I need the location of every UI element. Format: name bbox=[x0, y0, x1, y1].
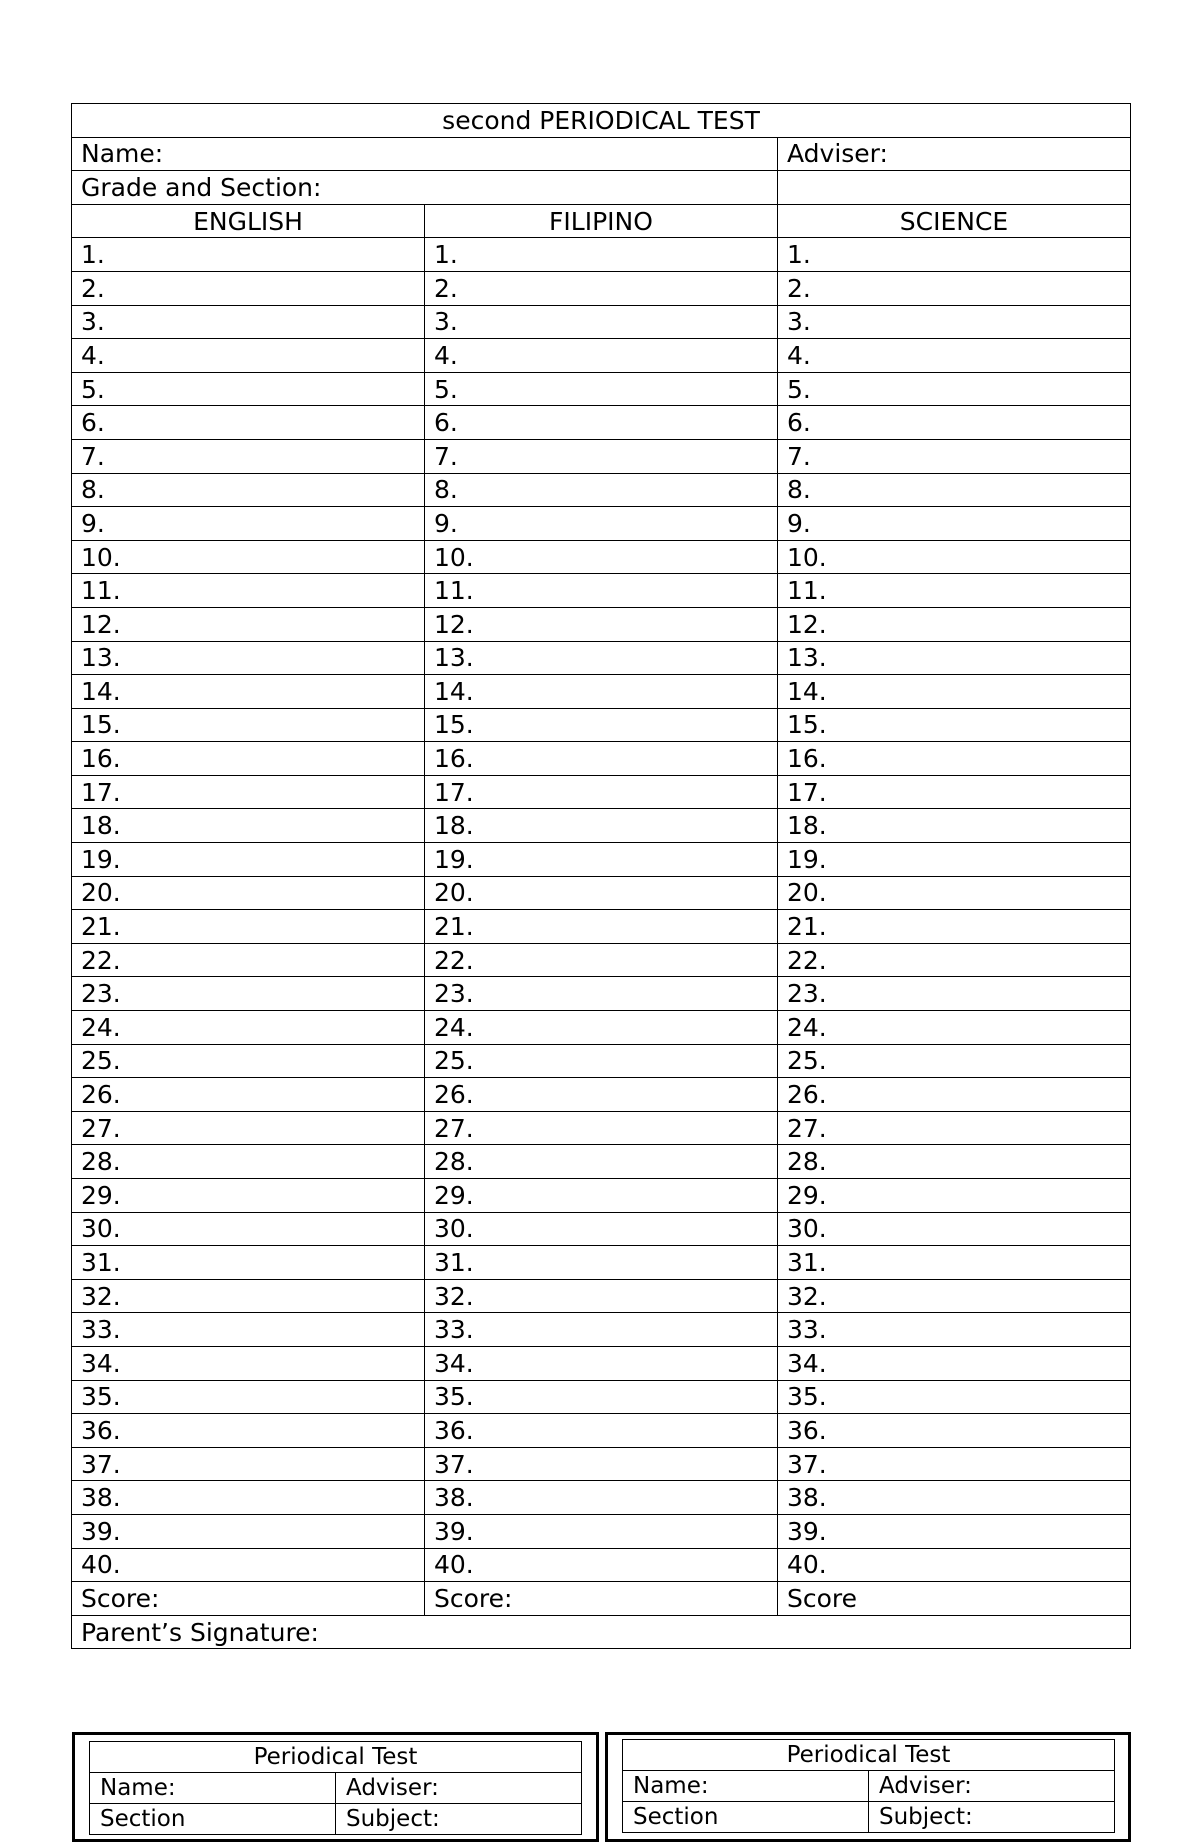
answer-cell-english[interactable]: 31. bbox=[72, 1246, 425, 1280]
slip-title: Periodical Test bbox=[623, 1740, 1115, 1771]
answer-cell-english[interactable]: 6. bbox=[72, 406, 425, 440]
answer-cell-english[interactable]: 10. bbox=[72, 540, 425, 574]
answer-cell-science[interactable]: 14. bbox=[778, 675, 1131, 709]
slip-subject-field[interactable]: Subject: bbox=[869, 1802, 1115, 1833]
answer-cell-filipino[interactable]: 33. bbox=[425, 1313, 778, 1347]
answer-cell-science[interactable]: 34. bbox=[778, 1346, 1131, 1380]
answer-cell-filipino[interactable]: 31. bbox=[425, 1246, 778, 1280]
answer-cell-english[interactable]: 29. bbox=[72, 1179, 425, 1213]
answer-cell-science[interactable]: 26. bbox=[778, 1078, 1131, 1112]
answer-cell-filipino[interactable]: 5. bbox=[425, 372, 778, 406]
answer-cell-english[interactable]: 1. bbox=[72, 238, 425, 272]
answer-cell-english[interactable]: 34. bbox=[72, 1346, 425, 1380]
answer-cell-science[interactable]: 39. bbox=[778, 1514, 1131, 1548]
slip-name-field[interactable]: Name: bbox=[90, 1773, 336, 1804]
answer-cell-science[interactable]: 29. bbox=[778, 1179, 1131, 1213]
answer-cell-english[interactable]: 23. bbox=[72, 977, 425, 1011]
answer-cell-filipino[interactable]: 19. bbox=[425, 843, 778, 877]
answer-row bbox=[72, 843, 1131, 877]
slip-adviser-field[interactable]: Adviser: bbox=[869, 1771, 1115, 1802]
answer-cell-english[interactable]: 12. bbox=[72, 607, 425, 641]
answer-cell-english[interactable]: 32. bbox=[72, 1279, 425, 1313]
answer-cell-science[interactable]: 1. bbox=[778, 238, 1131, 272]
answer-cell-filipino[interactable]: 40. bbox=[425, 1548, 778, 1582]
answer-cell-english[interactable]: 36. bbox=[72, 1414, 425, 1448]
answer-cell-science[interactable]: 21. bbox=[778, 910, 1131, 944]
grade-section-row bbox=[72, 171, 1131, 205]
answer-cell-science[interactable]: 37. bbox=[778, 1447, 1131, 1481]
answer-cell-science[interactable]: 32. bbox=[778, 1279, 1131, 1313]
answer-cell-english[interactable]: 21. bbox=[72, 910, 425, 944]
answer-cell-science[interactable]: 4. bbox=[778, 339, 1131, 373]
answer-cell-filipino[interactable]: 22. bbox=[425, 943, 778, 977]
answer-cell-english[interactable]: 20. bbox=[72, 876, 425, 910]
answer-row bbox=[72, 708, 1131, 742]
answer-cell-science[interactable]: 3. bbox=[778, 305, 1131, 339]
slip-title: Periodical Test bbox=[90, 1742, 582, 1773]
answer-cell-english[interactable]: 3. bbox=[72, 305, 425, 339]
answer-row bbox=[72, 406, 1131, 440]
answer-row bbox=[72, 675, 1131, 709]
slip-adviser-field[interactable]: Adviser: bbox=[336, 1773, 582, 1804]
answer-row bbox=[72, 271, 1131, 305]
answer-row bbox=[72, 372, 1131, 406]
answer-cell-english[interactable]: 7. bbox=[72, 439, 425, 473]
answer-cell-science[interactable]: 6. bbox=[778, 406, 1131, 440]
answer-cell-science[interactable]: 16. bbox=[778, 742, 1131, 776]
answer-cell-english[interactable]: 27. bbox=[72, 1111, 425, 1145]
subject-header-english: ENGLISH bbox=[72, 204, 425, 238]
answer-cell-science[interactable]: 12. bbox=[778, 607, 1131, 641]
title-row bbox=[72, 104, 1131, 138]
answer-cell-filipino[interactable]: 38. bbox=[425, 1481, 778, 1515]
answer-cell-english[interactable]: 22. bbox=[72, 943, 425, 977]
answer-cell-science[interactable]: 35. bbox=[778, 1380, 1131, 1414]
answer-cell-science[interactable]: 33. bbox=[778, 1313, 1131, 1347]
answer-row bbox=[72, 1313, 1131, 1347]
answer-row bbox=[72, 238, 1131, 272]
answer-cell-filipino[interactable]: 13. bbox=[425, 641, 778, 675]
answer-cell-science[interactable]: 28. bbox=[778, 1145, 1131, 1179]
answer-row bbox=[72, 876, 1131, 910]
answer-cell-english[interactable]: 30. bbox=[72, 1212, 425, 1246]
answer-cell-english[interactable]: 33. bbox=[72, 1313, 425, 1347]
answer-row bbox=[72, 1212, 1131, 1246]
score-cell-filipino[interactable]: Score: bbox=[425, 1582, 778, 1616]
slip-right bbox=[605, 1732, 1131, 1842]
answer-cell-filipino[interactable]: 12. bbox=[425, 607, 778, 641]
subject-header-row bbox=[72, 204, 1131, 238]
answer-cell-english[interactable]: 15. bbox=[72, 708, 425, 742]
answer-cell-filipino[interactable]: 23. bbox=[425, 977, 778, 1011]
answer-row bbox=[72, 1179, 1131, 1213]
answer-row bbox=[72, 1011, 1131, 1045]
answer-cell-science[interactable]: 8. bbox=[778, 473, 1131, 507]
answer-row bbox=[72, 507, 1131, 541]
name-row bbox=[72, 137, 1131, 171]
answer-row bbox=[72, 1548, 1131, 1582]
answer-cell-english[interactable]: 18. bbox=[72, 809, 425, 843]
answer-cell-science[interactable]: 20. bbox=[778, 876, 1131, 910]
answer-cell-science[interactable]: 25. bbox=[778, 1044, 1131, 1078]
answer-row bbox=[72, 910, 1131, 944]
answer-row bbox=[72, 1514, 1131, 1548]
answer-cell-english[interactable]: 38. bbox=[72, 1481, 425, 1515]
answer-cell-filipino[interactable]: 17. bbox=[425, 775, 778, 809]
answer-cell-filipino[interactable]: 7. bbox=[425, 439, 778, 473]
answer-cell-science[interactable]: 22. bbox=[778, 943, 1131, 977]
answer-cell-filipino[interactable]: 29. bbox=[425, 1179, 778, 1213]
answer-cell-filipino[interactable]: 2. bbox=[425, 271, 778, 305]
answer-cell-filipino[interactable]: 6. bbox=[425, 406, 778, 440]
answer-cell-english[interactable]: 26. bbox=[72, 1078, 425, 1112]
parent-signature-row bbox=[72, 1615, 1131, 1649]
slip-table bbox=[622, 1739, 1115, 1833]
answer-cell-english[interactable]: 8. bbox=[72, 473, 425, 507]
answer-cell-filipino[interactable]: 26. bbox=[425, 1078, 778, 1112]
answer-cell-science[interactable]: 19. bbox=[778, 843, 1131, 877]
answer-cell-english[interactable]: 40. bbox=[72, 1548, 425, 1582]
answer-cell-science[interactable]: 15. bbox=[778, 708, 1131, 742]
answer-cell-filipino[interactable]: 14. bbox=[425, 675, 778, 709]
answer-cell-english[interactable]: 28. bbox=[72, 1145, 425, 1179]
answer-row bbox=[72, 1145, 1131, 1179]
answer-cell-science[interactable]: 13. bbox=[778, 641, 1131, 675]
answer-cell-science[interactable]: 30. bbox=[778, 1212, 1131, 1246]
answer-cell-filipino[interactable]: 34. bbox=[425, 1346, 778, 1380]
answer-cell-english[interactable]: 4. bbox=[72, 339, 425, 373]
answer-row bbox=[72, 339, 1131, 373]
answer-cell-english[interactable]: 37. bbox=[72, 1447, 425, 1481]
answer-cell-english[interactable]: 17. bbox=[72, 775, 425, 809]
answer-cell-science[interactable]: 7. bbox=[778, 439, 1131, 473]
answer-cell-english[interactable]: 14. bbox=[72, 675, 425, 709]
answer-cell-filipino[interactable]: 30. bbox=[425, 1212, 778, 1246]
subject-header-filipino: FILIPINO bbox=[425, 204, 778, 238]
answer-cell-science[interactable]: 11. bbox=[778, 574, 1131, 608]
answer-row bbox=[72, 809, 1131, 843]
answer-cell-english[interactable]: 19. bbox=[72, 843, 425, 877]
name-field[interactable]: Name: bbox=[72, 137, 778, 171]
answer-row bbox=[72, 775, 1131, 809]
answer-row bbox=[72, 1481, 1131, 1515]
answer-cell-english[interactable]: 9. bbox=[72, 507, 425, 541]
answer-row bbox=[72, 1346, 1131, 1380]
answer-cell-filipino[interactable]: 25. bbox=[425, 1044, 778, 1078]
answer-cell-science[interactable]: 10. bbox=[778, 540, 1131, 574]
answer-row bbox=[72, 1111, 1131, 1145]
answer-cell-english[interactable]: 39. bbox=[72, 1514, 425, 1548]
answer-sheet-table bbox=[71, 103, 1131, 1649]
answer-cell-science[interactable]: 2. bbox=[778, 271, 1131, 305]
answer-cell-english[interactable]: 35. bbox=[72, 1380, 425, 1414]
score-cell-science[interactable]: Score bbox=[778, 1582, 1131, 1616]
answer-cell-english[interactable]: 24. bbox=[72, 1011, 425, 1045]
answer-row bbox=[72, 607, 1131, 641]
answer-cell-filipino[interactable]: 11. bbox=[425, 574, 778, 608]
answer-cell-science[interactable]: 36. bbox=[778, 1414, 1131, 1448]
answer-row bbox=[72, 1447, 1131, 1481]
answer-cell-filipino[interactable]: 9. bbox=[425, 507, 778, 541]
answer-row bbox=[72, 305, 1131, 339]
answer-row bbox=[72, 1246, 1131, 1280]
answer-cell-filipino[interactable]: 18. bbox=[425, 809, 778, 843]
answer-cell-filipino[interactable]: 37. bbox=[425, 1447, 778, 1481]
answer-cell-science[interactable]: 23. bbox=[778, 977, 1131, 1011]
answer-cell-filipino[interactable]: 20. bbox=[425, 876, 778, 910]
parent-signature-field[interactable]: Parent’s Signature: bbox=[72, 1615, 1131, 1649]
answer-cell-science[interactable]: 31. bbox=[778, 1246, 1131, 1280]
answer-cell-filipino[interactable]: 35. bbox=[425, 1380, 778, 1414]
grade-section-field[interactable]: Grade and Section: bbox=[72, 171, 778, 205]
answer-row bbox=[72, 1078, 1131, 1112]
answer-cell-filipino[interactable]: 4. bbox=[425, 339, 778, 373]
answer-cell-filipino[interactable]: 27. bbox=[425, 1111, 778, 1145]
slip-section-field[interactable]: Section bbox=[623, 1802, 869, 1833]
answer-cell-english[interactable]: 11. bbox=[72, 574, 425, 608]
sheet-title: second PERIODICAL TEST bbox=[72, 104, 1131, 138]
answer-row bbox=[72, 742, 1131, 776]
slip-section-field[interactable]: Section bbox=[90, 1804, 336, 1835]
answer-row bbox=[72, 1279, 1131, 1313]
answer-row bbox=[72, 473, 1131, 507]
slip-subject-field[interactable]: Subject: bbox=[336, 1804, 582, 1835]
answer-cell-filipino[interactable]: 36. bbox=[425, 1414, 778, 1448]
answer-row bbox=[72, 540, 1131, 574]
blank-cell bbox=[778, 171, 1131, 205]
score-cell-english[interactable]: Score: bbox=[72, 1582, 425, 1616]
answer-cell-english[interactable]: 2. bbox=[72, 271, 425, 305]
answer-cell-science[interactable]: 5. bbox=[778, 372, 1131, 406]
answer-row bbox=[72, 574, 1131, 608]
answer-cell-science[interactable]: 9. bbox=[778, 507, 1131, 541]
answer-row bbox=[72, 439, 1131, 473]
slip-left bbox=[72, 1732, 599, 1842]
answer-cell-filipino[interactable]: 15. bbox=[425, 708, 778, 742]
adviser-field[interactable]: Adviser: bbox=[778, 137, 1131, 171]
answer-cell-science[interactable]: 17. bbox=[778, 775, 1131, 809]
answer-row bbox=[72, 1380, 1131, 1414]
answer-row bbox=[72, 1414, 1131, 1448]
answer-row bbox=[72, 1044, 1131, 1078]
answer-cell-filipino[interactable]: 32. bbox=[425, 1279, 778, 1313]
answer-cell-filipino[interactable]: 24. bbox=[425, 1011, 778, 1045]
answer-row bbox=[72, 977, 1131, 1011]
slip-name-field[interactable]: Name: bbox=[623, 1771, 869, 1802]
answer-cell-filipino[interactable]: 16. bbox=[425, 742, 778, 776]
answer-cell-filipino[interactable]: 8. bbox=[425, 473, 778, 507]
answer-cell-filipino[interactable]: 21. bbox=[425, 910, 778, 944]
answer-cell-filipino[interactable]: 39. bbox=[425, 1514, 778, 1548]
answer-cell-filipino[interactable]: 1. bbox=[425, 238, 778, 272]
answer-cell-filipino[interactable]: 3. bbox=[425, 305, 778, 339]
answer-cell-filipino[interactable]: 28. bbox=[425, 1145, 778, 1179]
answer-cell-science[interactable]: 18. bbox=[778, 809, 1131, 843]
answer-cell-science[interactable]: 38. bbox=[778, 1481, 1131, 1515]
answer-row bbox=[72, 943, 1131, 977]
answer-row bbox=[72, 641, 1131, 675]
answer-cell-english[interactable]: 5. bbox=[72, 372, 425, 406]
answer-cell-english[interactable]: 25. bbox=[72, 1044, 425, 1078]
answer-cell-science[interactable]: 27. bbox=[778, 1111, 1131, 1145]
slip-table bbox=[89, 1741, 582, 1835]
answer-cell-english[interactable]: 13. bbox=[72, 641, 425, 675]
answer-cell-science[interactable]: 24. bbox=[778, 1011, 1131, 1045]
subject-header-science: SCIENCE bbox=[778, 204, 1131, 238]
answer-cell-filipino[interactable]: 10. bbox=[425, 540, 778, 574]
score-row bbox=[72, 1582, 1131, 1616]
answer-cell-english[interactable]: 16. bbox=[72, 742, 425, 776]
answer-cell-science[interactable]: 40. bbox=[778, 1548, 1131, 1582]
